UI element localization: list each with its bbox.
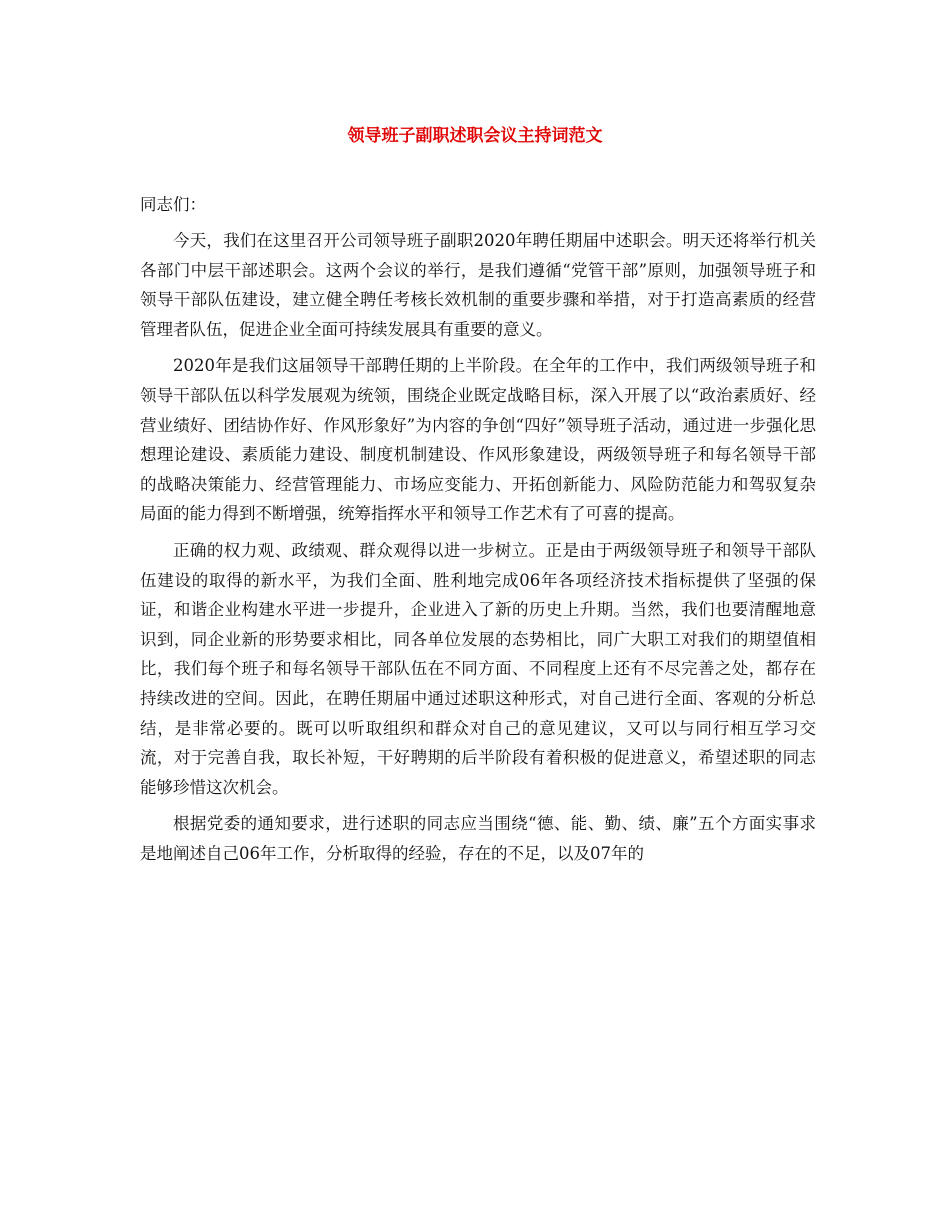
document-body	[140, 191, 816, 875]
salutation: 同志们：	[140, 195, 206, 214]
document-title: 领导班子副职述职会议主持词范文	[347, 126, 603, 146]
paragraph-3: 正确的权力观、政绩观、群众观得以进一步树立。正是由于两级领导班子和领导干部队伍建设的取得的新水平，为我们全面、胜利地完成06年各项经济技术指标提供了坚强的保证，和谐企业构建水平进一步提升，企业进入了新的历史上升期。当然，我们也要清醒地意识到，同企业新的形势要求相比，同各单位发展的态势相比，同广大职工对我们的期望值相比，我们每个班子和每名领导干部队伍在不同方面、不同程度上还有不尽完善之处，都存在持续改进的空间。因此，在聘任期届中通过述职这种形式，对自己进行全面、客观的分析总结，是非常必要的。既可以听取组织和群众对自己的意见建议，又可以与同行相互学习交流，对于完善自我，取长补短，干好聘期的后半阶段有着积极的促进意义，希望述职的同志能够珍惜这次机会。	[140, 540, 816, 797]
paragraph-4: 根据党委的通知要求，进行述职的同志应当围绕“德、能、勤、绩、廉”五个方面实事求是地阐述自己06年工作，分析取得的经验，存在的不足，以及07年的	[140, 814, 816, 863]
paragraph-2: 2020年是我们这届领导干部聘任期的上半阶段。在全年的工作中，我们两级领导班子和领导干部队伍以科学发展观为统领，围绕企业既定战略目标，深入开展了以“政治素质好、经营业绩好、团结协作好、作风形象好”为内容的争创“四好”领导班子活动，通过进一步强化思想理论建设、素质能力建设、制度机制建设、作风形象建设，两级领导班子和每名领导干部的战略决策能力、经营管理能力、市场应变能力、开拓创新能力、风险防范能力和驾驭复杂局面的能力得到不断增强，统筹指挥水平和领导工作艺术有了可喜的提高。	[140, 356, 816, 524]
paragraph-1: 今天，我们在这里召开公司领导班子副职2020年聘任期届中述职会。明天还将举行机关各部门中层干部述职会。这两个会议的举行，是我们遵循“党管干部”原则，加强领导班子和领导干部队伍建设，建立健全聘任考核长效机制的重要步骤和举措，对于打造高素质的经营管理者队伍，促进企业全面可持续发展具有重要的意义。	[140, 231, 816, 339]
